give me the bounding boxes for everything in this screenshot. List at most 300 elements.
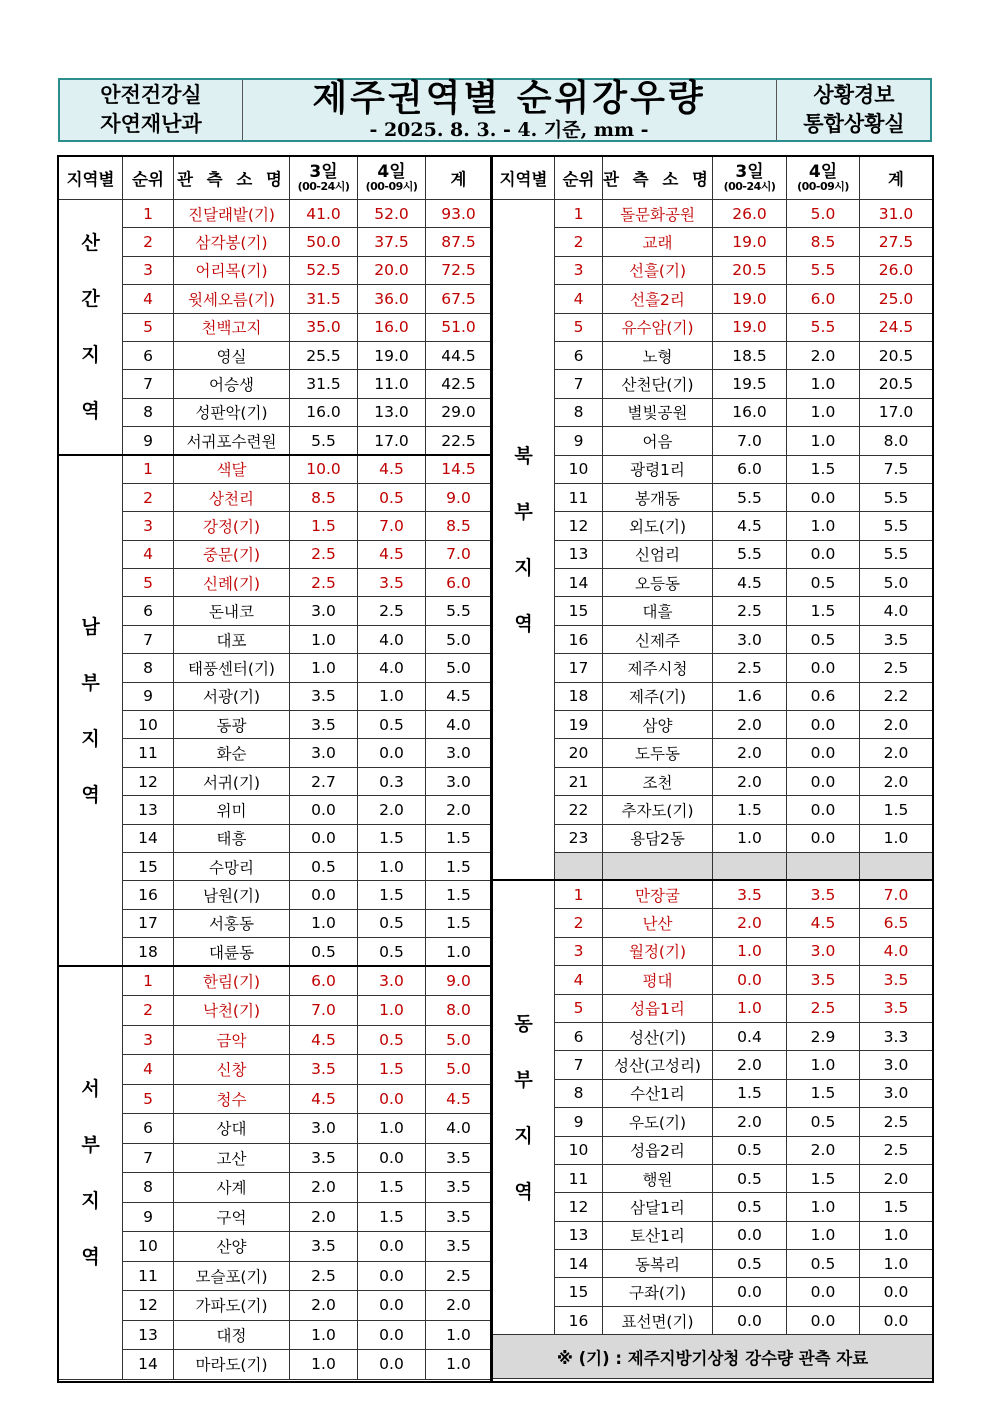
table-row bbox=[493, 427, 933, 455]
day2-cell: 36.0 bbox=[358, 285, 426, 313]
station-cell: 사계 bbox=[174, 1173, 290, 1203]
rank-cell: 11 bbox=[123, 1261, 174, 1291]
day1-cell: 4.5 bbox=[290, 1025, 358, 1055]
day1-cell: 2.0 bbox=[290, 1202, 358, 1232]
table-row bbox=[59, 625, 492, 653]
table-row bbox=[59, 228, 492, 256]
day1-cell: 7.0 bbox=[713, 427, 787, 455]
total-cell: 5.0 bbox=[426, 625, 492, 653]
total-cell: 0.0 bbox=[860, 1306, 933, 1334]
station-cell: 난산 bbox=[603, 909, 713, 937]
col-day1-range: (00-24시) bbox=[723, 180, 776, 193]
day1-cell: 1.0 bbox=[290, 1350, 358, 1380]
day1-cell: 0.0 bbox=[290, 824, 358, 852]
rank-cell: 7 bbox=[123, 1143, 174, 1173]
total-cell: 1.0 bbox=[860, 824, 933, 852]
day2-cell: 0.0 bbox=[787, 796, 860, 824]
rank-cell: 8 bbox=[555, 398, 603, 426]
rank-cell: 21 bbox=[555, 767, 603, 795]
day1-cell: 2.5 bbox=[713, 654, 787, 682]
table-row bbox=[493, 1193, 933, 1221]
day1-cell: 19.0 bbox=[713, 285, 787, 313]
empty-cell bbox=[713, 852, 787, 880]
day2-cell: 0.5 bbox=[358, 483, 426, 511]
rank-cell: 18 bbox=[123, 938, 174, 966]
day1-cell: 16.0 bbox=[290, 398, 358, 426]
station-cell: 동광 bbox=[174, 711, 290, 739]
station-cell: 외도(기) bbox=[603, 512, 713, 540]
day2-cell: 2.0 bbox=[358, 796, 426, 824]
office-box bbox=[776, 80, 931, 140]
total-cell: 2.0 bbox=[426, 1291, 492, 1321]
total-cell: 3.3 bbox=[860, 1022, 933, 1050]
total-cell: 67.5 bbox=[426, 285, 492, 313]
rank-cell: 13 bbox=[555, 540, 603, 568]
rank-cell: 17 bbox=[123, 909, 174, 937]
station-cell: 위미 bbox=[174, 796, 290, 824]
day1-cell: 1.5 bbox=[713, 1079, 787, 1107]
day2-cell: 2.9 bbox=[787, 1022, 860, 1050]
rank-cell: 16 bbox=[555, 1306, 603, 1334]
station-cell: 용담2동 bbox=[603, 824, 713, 852]
region-name bbox=[493, 200, 555, 881]
day1-cell: 19.0 bbox=[713, 228, 787, 256]
station-cell: 표선면(기) bbox=[603, 1306, 713, 1334]
empty-cell bbox=[603, 852, 713, 880]
day1-cell: 0.4 bbox=[713, 1022, 787, 1050]
table-row bbox=[493, 483, 933, 511]
day1-cell: 0.5 bbox=[713, 1250, 787, 1278]
total-cell: 0.0 bbox=[860, 1278, 933, 1306]
table-row bbox=[493, 1108, 933, 1136]
day1-cell: 2.0 bbox=[713, 1108, 787, 1136]
dept-line-1: 안전건강실 bbox=[100, 83, 202, 107]
day2-cell: 1.0 bbox=[787, 1193, 860, 1221]
col-day2-range: (00-09시) bbox=[797, 180, 849, 193]
day2-cell: 0.0 bbox=[358, 1232, 426, 1262]
day2-cell: 0.0 bbox=[787, 767, 860, 795]
rank-cell: 10 bbox=[123, 1232, 174, 1262]
title-box bbox=[242, 80, 776, 140]
day1-cell: 1.5 bbox=[290, 512, 358, 540]
region-label: 서부지역 bbox=[81, 1077, 100, 1268]
day1-cell: 2.0 bbox=[290, 1291, 358, 1321]
station-cell: 대정 bbox=[174, 1320, 290, 1350]
region-label: 산간지역 bbox=[81, 232, 100, 422]
day2-cell: 0.5 bbox=[358, 938, 426, 966]
day2-cell: 0.5 bbox=[787, 625, 860, 653]
table-row bbox=[59, 200, 492, 228]
rank-cell: 9 bbox=[555, 427, 603, 455]
station-cell: 모슬포(기) bbox=[174, 1261, 290, 1291]
day2-cell: 2.0 bbox=[787, 341, 860, 369]
station-cell: 오등동 bbox=[603, 569, 713, 597]
table-row bbox=[59, 313, 492, 341]
day1-cell: 52.5 bbox=[290, 256, 358, 284]
empty-row bbox=[493, 852, 933, 880]
rank-cell: 8 bbox=[123, 1173, 174, 1203]
day1-cell: 41.0 bbox=[290, 200, 358, 228]
col-day2-range: (00-09시) bbox=[365, 180, 418, 193]
table-row bbox=[493, 966, 933, 994]
day2-cell: 0.0 bbox=[787, 711, 860, 739]
total-cell: 2.0 bbox=[426, 796, 492, 824]
table-row bbox=[59, 370, 492, 398]
day2-cell: 2.0 bbox=[787, 1136, 860, 1164]
table-row bbox=[59, 739, 492, 767]
col-day1 bbox=[713, 157, 787, 200]
day2-cell: 1.5 bbox=[787, 597, 860, 625]
station-cell: 추자도(기) bbox=[603, 796, 713, 824]
day1-cell: 31.5 bbox=[290, 285, 358, 313]
region-label: 북부지역 bbox=[514, 444, 533, 635]
rank-cell: 4 bbox=[123, 540, 174, 568]
total-cell: 1.0 bbox=[860, 1250, 933, 1278]
day2-cell: 6.0 bbox=[787, 285, 860, 313]
day1-cell: 2.5 bbox=[290, 540, 358, 568]
rank-cell: 1 bbox=[555, 200, 603, 228]
total-cell: 2.0 bbox=[860, 1164, 933, 1192]
table-row bbox=[59, 569, 492, 597]
station-cell: 영실 bbox=[174, 341, 290, 369]
day2-cell: 5.5 bbox=[787, 313, 860, 341]
table-row bbox=[493, 285, 933, 313]
total-cell: 87.5 bbox=[426, 228, 492, 256]
table-row bbox=[59, 1291, 492, 1321]
total-cell: 7.5 bbox=[860, 455, 933, 483]
station-cell: 상대 bbox=[174, 1114, 290, 1144]
rank-cell: 4 bbox=[555, 285, 603, 313]
dept-box bbox=[60, 80, 243, 140]
rank-cell: 7 bbox=[123, 370, 174, 398]
rank-cell: 9 bbox=[123, 1202, 174, 1232]
col-station: 관 측 소 명 bbox=[174, 157, 290, 200]
day1-cell: 2.0 bbox=[713, 767, 787, 795]
day2-cell: 1.0 bbox=[358, 682, 426, 710]
station-cell: 봉개동 bbox=[603, 483, 713, 511]
total-cell: 1.0 bbox=[426, 1320, 492, 1350]
station-cell: 성판악(기) bbox=[174, 398, 290, 426]
total-cell: 17.0 bbox=[860, 398, 933, 426]
station-cell: 대흘 bbox=[603, 597, 713, 625]
station-cell: 돈내코 bbox=[174, 597, 290, 625]
total-cell: 5.5 bbox=[426, 597, 492, 625]
rank-cell: 12 bbox=[123, 767, 174, 795]
station-cell: 서귀(기) bbox=[174, 767, 290, 795]
total-cell: 42.5 bbox=[426, 370, 492, 398]
station-cell: 삼각봉(기) bbox=[174, 228, 290, 256]
rank-cell: 13 bbox=[123, 1320, 174, 1350]
rank-cell: 11 bbox=[123, 739, 174, 767]
day2-cell: 4.5 bbox=[358, 540, 426, 568]
day1-cell: 0.0 bbox=[713, 1278, 787, 1306]
station-cell: 진달래밭(기) bbox=[174, 200, 290, 228]
day2-cell: 1.0 bbox=[787, 427, 860, 455]
total-cell: 27.5 bbox=[860, 228, 933, 256]
day1-cell: 19.5 bbox=[713, 370, 787, 398]
day1-cell: 50.0 bbox=[290, 228, 358, 256]
station-cell: 만장굴 bbox=[603, 880, 713, 908]
rank-cell: 10 bbox=[555, 1136, 603, 1164]
day1-cell: 1.0 bbox=[713, 994, 787, 1022]
total-cell: 4.5 bbox=[426, 1084, 492, 1114]
table-row bbox=[59, 852, 492, 880]
table-row bbox=[59, 455, 492, 483]
rank-cell: 8 bbox=[555, 1079, 603, 1107]
total-cell: 24.5 bbox=[860, 313, 933, 341]
station-cell: 가파도(기) bbox=[174, 1291, 290, 1321]
total-cell: 2.5 bbox=[860, 1136, 933, 1164]
day1-cell: 3.5 bbox=[290, 682, 358, 710]
day1-cell: 3.0 bbox=[290, 597, 358, 625]
total-cell: 3.5 bbox=[426, 1202, 492, 1232]
day1-cell: 2.7 bbox=[290, 767, 358, 795]
day2-cell: 0.0 bbox=[358, 1084, 426, 1114]
table-row bbox=[59, 1261, 492, 1291]
rank-cell: 1 bbox=[123, 455, 174, 483]
table-row bbox=[59, 824, 492, 852]
day1-cell: 20.5 bbox=[713, 256, 787, 284]
total-cell: 9.0 bbox=[426, 483, 492, 511]
total-cell: 7.0 bbox=[860, 880, 933, 908]
day2-cell: 0.6 bbox=[787, 682, 860, 710]
total-cell: 25.0 bbox=[860, 285, 933, 313]
table-row bbox=[59, 1025, 492, 1055]
rank-cell: 9 bbox=[555, 1108, 603, 1136]
day2-cell: 4.0 bbox=[358, 625, 426, 653]
table-row bbox=[493, 228, 933, 256]
region-label: 동부지역 bbox=[514, 1012, 533, 1203]
total-cell: 3.5 bbox=[860, 625, 933, 653]
table-row bbox=[59, 1202, 492, 1232]
day2-cell: 0.5 bbox=[358, 1025, 426, 1055]
region-name bbox=[493, 880, 555, 1334]
day2-cell: 0.0 bbox=[358, 1143, 426, 1173]
rank-cell: 2 bbox=[555, 909, 603, 937]
day2-cell: 1.0 bbox=[358, 852, 426, 880]
day1-cell: 6.0 bbox=[713, 455, 787, 483]
rank-cell: 22 bbox=[555, 796, 603, 824]
station-cell: 청수 bbox=[174, 1084, 290, 1114]
day1-cell: 1.5 bbox=[713, 796, 787, 824]
rank-cell: 14 bbox=[555, 1250, 603, 1278]
day1-cell: 1.0 bbox=[290, 909, 358, 937]
rank-cell: 6 bbox=[123, 1114, 174, 1144]
col-total: 계 bbox=[426, 157, 492, 200]
day1-cell: 1.0 bbox=[290, 654, 358, 682]
region-name bbox=[59, 200, 123, 456]
table-row bbox=[59, 540, 492, 568]
day1-cell: 5.5 bbox=[713, 483, 787, 511]
day2-cell: 52.0 bbox=[358, 200, 426, 228]
table-row bbox=[59, 341, 492, 369]
total-cell: 6.5 bbox=[860, 909, 933, 937]
left-rainfall-table bbox=[58, 156, 492, 1380]
day2-cell: 0.5 bbox=[358, 909, 426, 937]
total-cell: 6.0 bbox=[426, 569, 492, 597]
table-row bbox=[493, 994, 933, 1022]
rank-cell: 14 bbox=[123, 824, 174, 852]
day2-cell: 1.5 bbox=[358, 881, 426, 909]
table-row bbox=[493, 597, 933, 625]
station-cell: 고산 bbox=[174, 1143, 290, 1173]
region-label: 남부지역 bbox=[81, 615, 100, 806]
table-row bbox=[493, 398, 933, 426]
station-cell: 수산1리 bbox=[603, 1079, 713, 1107]
station-cell: 교래 bbox=[603, 228, 713, 256]
station-cell: 어리목(기) bbox=[174, 256, 290, 284]
station-cell: 서광(기) bbox=[174, 682, 290, 710]
station-cell: 삼달1리 bbox=[603, 1193, 713, 1221]
table-row bbox=[493, 1306, 933, 1334]
rank-cell: 10 bbox=[555, 455, 603, 483]
total-cell: 3.5 bbox=[426, 1143, 492, 1173]
station-cell: 한림(기) bbox=[174, 966, 290, 996]
table-row bbox=[493, 313, 933, 341]
station-cell: 성읍2리 bbox=[603, 1136, 713, 1164]
total-cell: 1.5 bbox=[426, 909, 492, 937]
day2-cell: 13.0 bbox=[358, 398, 426, 426]
total-cell: 4.0 bbox=[426, 711, 492, 739]
table-row bbox=[493, 625, 933, 653]
day2-cell: 3.5 bbox=[787, 880, 860, 908]
station-cell: 도두동 bbox=[603, 739, 713, 767]
day1-cell: 3.5 bbox=[290, 1143, 358, 1173]
total-cell: 5.0 bbox=[860, 569, 933, 597]
total-cell: 2.5 bbox=[860, 654, 933, 682]
table-row bbox=[493, 256, 933, 284]
rank-cell: 14 bbox=[555, 569, 603, 597]
day1-cell: 4.5 bbox=[713, 512, 787, 540]
total-cell: 4.0 bbox=[860, 937, 933, 965]
rank-cell: 7 bbox=[123, 625, 174, 653]
station-cell: 화순 bbox=[174, 739, 290, 767]
table-row bbox=[59, 938, 492, 966]
table-row bbox=[493, 739, 933, 767]
total-cell: 2.0 bbox=[860, 711, 933, 739]
rank-cell: 12 bbox=[555, 1193, 603, 1221]
table-row bbox=[493, 1164, 933, 1192]
table-row bbox=[59, 285, 492, 313]
station-cell: 성산(기) bbox=[603, 1022, 713, 1050]
day2-cell: 20.0 bbox=[358, 256, 426, 284]
table-row bbox=[59, 512, 492, 540]
rank-cell: 19 bbox=[555, 711, 603, 739]
station-cell: 월정(기) bbox=[603, 937, 713, 965]
rank-cell: 11 bbox=[555, 1164, 603, 1192]
total-cell: 26.0 bbox=[860, 256, 933, 284]
total-cell: 20.5 bbox=[860, 370, 933, 398]
station-cell: 서홍동 bbox=[174, 909, 290, 937]
day1-cell: 0.5 bbox=[713, 1136, 787, 1164]
day2-cell: 0.0 bbox=[358, 1261, 426, 1291]
col-day1 bbox=[290, 157, 358, 200]
table-row bbox=[59, 256, 492, 284]
col-day1-label: 3일 bbox=[735, 162, 764, 182]
table-row bbox=[59, 1350, 492, 1380]
rank-cell: 4 bbox=[123, 1055, 174, 1085]
day2-cell: 0.0 bbox=[358, 1350, 426, 1380]
station-cell: 윗세오름(기) bbox=[174, 285, 290, 313]
region-name bbox=[59, 455, 123, 966]
rank-cell: 12 bbox=[555, 512, 603, 540]
day2-cell: 0.0 bbox=[787, 824, 860, 852]
total-cell: 44.5 bbox=[426, 341, 492, 369]
day2-cell: 3.5 bbox=[787, 966, 860, 994]
total-cell: 1.5 bbox=[860, 796, 933, 824]
day2-cell: 8.5 bbox=[787, 228, 860, 256]
total-cell: 14.5 bbox=[426, 455, 492, 483]
station-cell: 제주(기) bbox=[603, 682, 713, 710]
table-row bbox=[493, 682, 933, 710]
day1-cell: 0.5 bbox=[713, 1164, 787, 1192]
station-cell: 상천리 bbox=[174, 483, 290, 511]
day1-cell: 2.5 bbox=[290, 569, 358, 597]
table-row bbox=[493, 1278, 933, 1306]
station-cell: 동복리 bbox=[603, 1250, 713, 1278]
station-cell: 평대 bbox=[603, 966, 713, 994]
station-cell: 구좌(기) bbox=[603, 1278, 713, 1306]
total-cell: 1.0 bbox=[426, 1350, 492, 1380]
station-cell: 낙천(기) bbox=[174, 996, 290, 1026]
total-cell: 3.0 bbox=[426, 767, 492, 795]
day2-cell: 1.5 bbox=[358, 824, 426, 852]
station-cell: 행원 bbox=[603, 1164, 713, 1192]
total-cell: 1.0 bbox=[426, 938, 492, 966]
rank-cell: 8 bbox=[123, 398, 174, 426]
day2-cell: 2.5 bbox=[358, 597, 426, 625]
total-cell: 1.0 bbox=[860, 1221, 933, 1249]
station-cell: 산천단(기) bbox=[603, 370, 713, 398]
rank-cell: 6 bbox=[555, 1022, 603, 1050]
rank-cell: 3 bbox=[123, 512, 174, 540]
table-row bbox=[493, 1051, 933, 1079]
day1-cell: 19.0 bbox=[713, 313, 787, 341]
total-cell: 3.5 bbox=[426, 1173, 492, 1203]
rank-cell: 6 bbox=[123, 341, 174, 369]
station-cell: 색달 bbox=[174, 455, 290, 483]
rank-cell: 4 bbox=[555, 966, 603, 994]
day1-cell: 1.6 bbox=[713, 682, 787, 710]
station-cell: 태흥 bbox=[174, 824, 290, 852]
day1-cell: 3.5 bbox=[290, 1055, 358, 1085]
table-row bbox=[493, 824, 933, 852]
day2-cell: 3.5 bbox=[358, 569, 426, 597]
station-cell: 태풍센터(기) bbox=[174, 654, 290, 682]
total-cell: 5.0 bbox=[426, 654, 492, 682]
col-rank: 순위 bbox=[555, 157, 603, 200]
station-cell: 삼양 bbox=[603, 711, 713, 739]
total-cell: 4.5 bbox=[426, 682, 492, 710]
station-cell: 어음 bbox=[603, 427, 713, 455]
total-cell: 1.5 bbox=[426, 824, 492, 852]
table-row bbox=[493, 1250, 933, 1278]
day2-cell: 0.5 bbox=[787, 1108, 860, 1136]
total-cell: 3.5 bbox=[860, 994, 933, 1022]
empty-cell bbox=[787, 852, 860, 880]
total-cell: 2.5 bbox=[860, 1108, 933, 1136]
station-cell: 유수암(기) bbox=[603, 313, 713, 341]
day2-cell: 1.5 bbox=[358, 1202, 426, 1232]
day1-cell: 0.0 bbox=[290, 881, 358, 909]
day1-cell: 18.5 bbox=[713, 341, 787, 369]
station-cell: 신엄리 bbox=[603, 540, 713, 568]
station-cell: 성산(고성리) bbox=[603, 1051, 713, 1079]
total-cell: 5.0 bbox=[426, 1055, 492, 1085]
day2-cell: 1.5 bbox=[358, 1055, 426, 1085]
total-cell: 7.0 bbox=[426, 540, 492, 568]
table-row bbox=[59, 1173, 492, 1203]
